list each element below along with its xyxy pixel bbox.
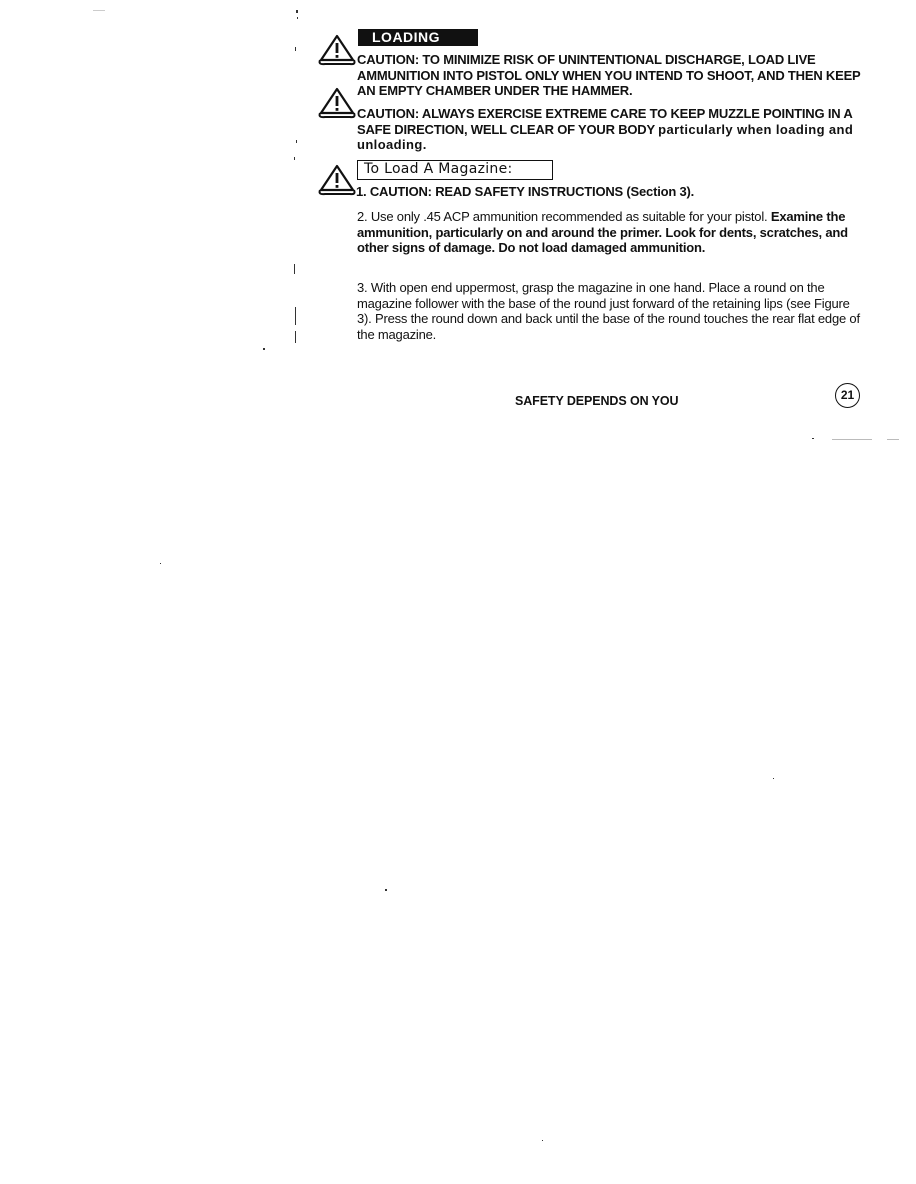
caution-muzzle-tail: particularly when loading and unloading.: [357, 121, 854, 152]
scan-speck: [160, 563, 161, 564]
scan-speck: [832, 439, 872, 440]
caution-muzzle: [357, 106, 862, 153]
caution-discharge: CAUTION: TO MINIMIZE RISK OF UNINTENTIONAL DISCHARGE, LOAD LIVE AMMUNITION INTO PISTOL ONLY WHEN YOU INTEND TO SHOOT, AND THEN KEEP AN EMPTY CHAMBER UNDER THE HAMMER.: [357, 52, 861, 98]
step-3-text: 3. With open end uppermost, grasp the magazine in one hand. Place a round on the magazine follower with the base of the round just forward of the retaining lips (see Figure 3). Press the round down and back until the base of the round touches the rear flat edge of the magazine.: [357, 280, 860, 342]
scan-speck: [296, 10, 298, 13]
step-1-text: 1. CAUTION: READ SAFETY INSTRUCTIONS (Section 3).: [356, 184, 695, 199]
section-banner: LOADING: [358, 29, 478, 46]
scan-speck: [887, 439, 899, 440]
scan-speck: [773, 778, 774, 779]
footer-text: SAFETY DEPENDS ON YOU: [515, 394, 679, 408]
scan-speck: [295, 307, 296, 325]
step-2-plain: 2. Use only .45 ACP ammunition recommended as suitable for your pistol.: [357, 209, 768, 224]
scan-speck: [812, 438, 814, 439]
scan-speck: [295, 331, 296, 343]
scan-speck: [296, 140, 297, 143]
scan-speck: [385, 889, 387, 891]
scan-speck: [297, 17, 298, 19]
step-2-bold: Examine the ammunition, particularly on and around the primer. Look for dents, scratches, and other signs of damage. Do not load damaged ammunition.: [357, 209, 848, 255]
step-3: [357, 280, 867, 342]
scan-speck: [542, 1140, 543, 1141]
page-number: 21: [835, 383, 860, 408]
subsection-heading: To Load A Magazine:: [357, 160, 553, 180]
warning-triangle-icon: [317, 33, 357, 67]
step-2: [357, 209, 867, 256]
scan-speck: [295, 47, 296, 51]
scan-speck: [294, 264, 295, 274]
scan-speck: [294, 157, 295, 160]
scan-speck: [263, 348, 265, 350]
warning-triangle-icon: [317, 86, 357, 120]
step-1: [356, 184, 866, 200]
caution-muzzle-caps: CAUTION: ALWAYS EXERCISE EXTREME CARE TO KEEP MUZZLE POINTING IN A SAFE DIRECTION, WELL CLEAR OF YOUR BODY: [357, 106, 853, 137]
warning-triangle-icon: [317, 163, 357, 197]
scan-speck: [93, 10, 105, 11]
